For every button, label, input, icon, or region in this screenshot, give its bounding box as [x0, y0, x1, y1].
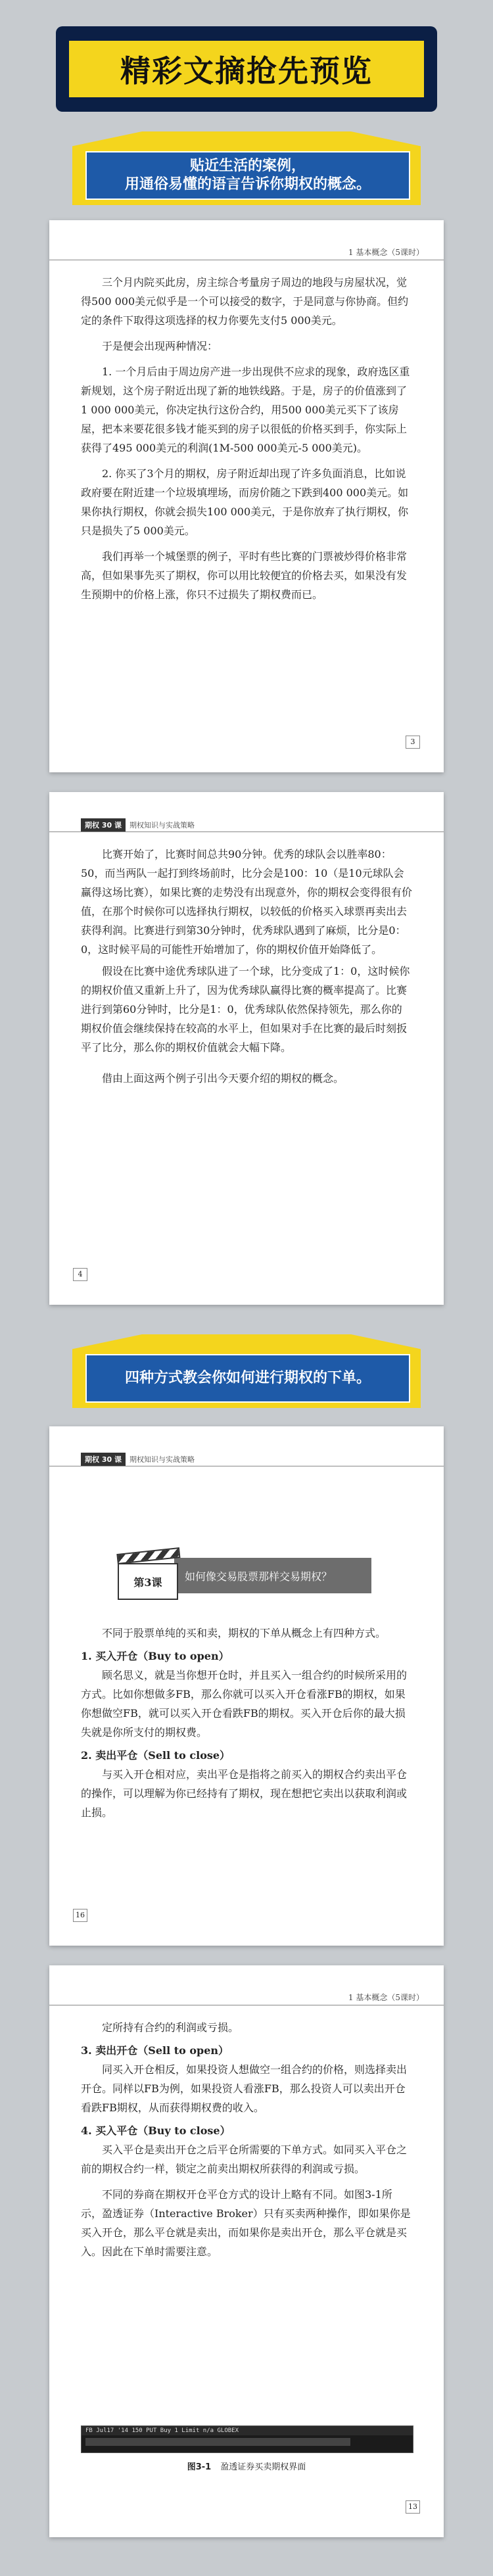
paragraph: 于是便会出现两种情况：	[102, 340, 218, 352]
item-heading: 4. 买入平仓（Buy to close）	[81, 2124, 231, 2137]
paragraph: 同买入开仓相反，如果投资人想做空一组合约的价格，则选择卖出开仓。同样以FB为例，如果投资人看涨FB，那么投资人可以卖出开仓看跌FB期权，从而获得期权费的收入。	[81, 2063, 408, 2114]
main-banner	[56, 26, 437, 112]
paragraph: 不同的券商在期权开仓平仓方式的设计上略有不同。如图3-1所示，盈透证券（Interactive Broker）只有买卖两种操作，即如果你是买入开仓，那么平仓就是卖出，而如果你是卖出开仓，那么平仓就是买入。因此在下单时需要注意。	[81, 2188, 411, 2258]
book-page-1	[49, 220, 444, 772]
book-tag: 期权 30 课	[81, 818, 126, 831]
section-header-box	[85, 151, 410, 200]
section-header-2	[72, 1334, 421, 1408]
main-banner-bar	[69, 41, 424, 97]
book-title: 期权知识与实战策略	[129, 821, 195, 830]
paragraph: 假设在比赛中途优秀球队进了一个球，比分变成了1：0，这时候你的期权价值又重新上升了，因为优秀球队赢得比赛的概率提高了。比赛进行到第60分钟时，比分是1：0，优秀球队依然保持领先，那么你的期权价值会继续保持在较高的水平上，但如果对手在比赛的最后时刻扳平了比分，那么你的期权价值就会大幅下降。	[81, 965, 410, 1054]
book-title: 期权知识与实战策略	[129, 1455, 195, 1464]
paragraph: 买入平仓是卖出开仓之后平仓所需要的下单方式。如同买入平仓之前的期权合约一样，锁定之前卖出期权所获得的利润或亏损。	[81, 2143, 408, 2175]
page-header: 1 基本概念（5课时）	[348, 1993, 424, 2002]
figure-caption-number: 图3-1	[187, 2462, 212, 2472]
paragraph: 2. 你买了3个月的期权，房子附近却出现了许多负面消息，比如说政府要在附近建一个垃圾填埋场，而房价随之下跌到400 000美元。如果你执行期权，你就会损失100 000美元，于是你放弃了执行期权，你只是损失了5 000美元。	[81, 467, 409, 537]
lesson-title: 如何像交易股票那样交易期权？	[174, 1558, 371, 1593]
figure-caption-text: 盈透证券买卖期权界面	[220, 2462, 306, 2472]
paragraph: 三个月内院买此房，房主综合考量房子周边的地段与房屋状况，觉得500 000美元似乎是一个可以接受的数字，于是同意与你协商。但约定的条件下取得这项选择的权力你要先支付5 000美元。	[81, 276, 409, 327]
book-page-4	[49, 1965, 444, 2537]
paragraph: 定所持有合约的利润或亏损。	[102, 2021, 239, 2034]
paragraph: 我们再举一个城堡票的例子，平时有些比赛的门票被炒得价格非常高，但如果事先买了期权，你可以用比较便宜的价格去买，如果没有发生预期中的价格上涨，你只不过损失了期权费而已。	[81, 550, 408, 601]
page-header: 1 基本概念（5课时）	[348, 248, 424, 257]
item-heading: 3. 卖出开仓（Sell to open）	[81, 2044, 229, 2057]
figure-caption	[49, 2460, 444, 2472]
figure-row	[85, 2438, 350, 2446]
item-heading: 1. 买入开仓（Buy to open）	[81, 1650, 229, 1662]
section-header-1	[72, 131, 421, 205]
paragraph: 与买入开仓相对应，卖出平仓是指将之前买入的期权合约卖出平仓的操作，可以理解为你已经持有了期权，现在想把它卖出以获取利润或止损。	[81, 1768, 408, 1819]
page-header	[81, 818, 195, 831]
section-header-line1: 贴近生活的案例，	[189, 158, 306, 174]
page-body	[81, 273, 412, 604]
page-number: 16	[73, 1909, 87, 1922]
figure-screenshot	[81, 2425, 413, 2453]
paragraph: 比赛开始了，比赛时间总共90分钟。优秀的球队会以胜率80：50，而当两队一起打到终场前时，比分会是100：10（是10元球队会赢得这场比赛），如果比赛的走势没有出现意外，你的期权会变得很有价值，在那个时候你可以选择执行期权，以较低的价格买入球票再卖出去获得利润。比赛进行到第30分钟时，优秀球队遇到了麻烦，比分是0：0，这时候平局的可能性开始增加了，你的期权价值开始降低了。	[81, 848, 413, 956]
book-tag: 期权 30 课	[81, 1453, 126, 1466]
figure-toolbar: FB Jul17 '14 150 PUT Buy 1 Limit n/a GLOBEX	[82, 2426, 413, 2435]
header-rule	[49, 831, 444, 832]
paragraph: 不同于股票单纯的买和卖，期权的下单从概念上有四种方式。	[102, 1627, 387, 1639]
page-body	[81, 2018, 412, 2261]
paragraph: 顾名思义，就是当你想开仓时，并且买入一组合约的时候所采用的方式。比如你想做多FB，那么你就可以买入开仓看涨FB的期权，如果你想做空FB，就可以买入开仓看跌FB的期权。买入开仓后你的最大损失就是你所支付的期权费。	[81, 1669, 408, 1739]
page-number: 4	[73, 1268, 87, 1281]
book-page-3	[49, 1426, 444, 1946]
section-header-line1: 四种方式教会你如何进行期权的下单。	[124, 1370, 371, 1386]
clapper-top	[116, 1547, 180, 1564]
lesson-heading	[115, 1551, 378, 1600]
page-number: 3	[406, 736, 420, 749]
page-body	[81, 845, 412, 1088]
clapperboard-icon	[115, 1551, 181, 1600]
lesson-label: 第3课	[118, 1563, 178, 1600]
section-header-box	[85, 1354, 410, 1403]
section-header-line2: 用通俗易懂的语言告诉你期权的概念。	[124, 176, 371, 193]
main-banner-title: 精彩文摘抢先预览	[120, 53, 373, 89]
page-body	[81, 1624, 412, 1822]
paragraph: 1. 一个月后由于周边房产进一步出现供不应求的现象，政府选区重新规划，这个房子附近出现了新的地铁线路。于是，房子的价值涨到了1 000 000美元，你决定执行这份合约，用500 000美元买下了该房屋，把本来要花很多钱才能买到的房子以很低的价格买到手，你实际上获得了495 000美元的利润(1M-500 000美元-5 000美元)。	[81, 365, 410, 454]
item-heading: 2. 卖出平仓（Sell to close）	[81, 1749, 231, 1762]
page-number: 13	[406, 2500, 420, 2514]
paragraph: 借由上面这两个例子引出今天要介绍的期权的概念。	[102, 1072, 344, 1085]
page-header	[81, 1453, 195, 1466]
book-page-2	[49, 792, 444, 1305]
